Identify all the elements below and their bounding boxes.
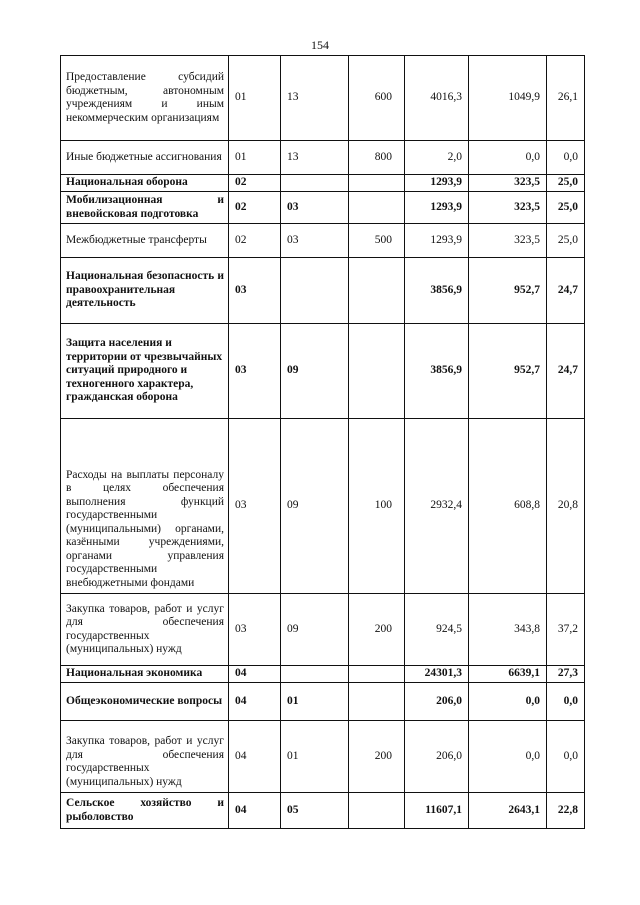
row-name: Общеэкономические вопросы bbox=[61, 683, 229, 721]
row-fact: 0,0 bbox=[469, 683, 547, 721]
row-plan: 11607,1 bbox=[405, 793, 469, 829]
row-pct: 25,0 bbox=[547, 192, 585, 224]
row-vr bbox=[349, 192, 405, 224]
row-plan: 1293,9 bbox=[405, 192, 469, 224]
row-fact: 323,5 bbox=[469, 224, 547, 258]
page-number: 154 bbox=[311, 38, 329, 52]
table-row bbox=[61, 224, 585, 258]
row-rz: 02 bbox=[229, 224, 281, 258]
row-plan: 24301,3 bbox=[405, 666, 469, 683]
row-name: Защита населения и территории от чрезвычайных ситуаций природного и техногенного характера, гражданская оборона bbox=[61, 324, 229, 419]
row-pr: 01 bbox=[281, 683, 349, 721]
row-rz: 03 bbox=[229, 419, 281, 594]
row-rz: 04 bbox=[229, 721, 281, 793]
row-vr bbox=[349, 666, 405, 683]
row-plan: 3856,9 bbox=[405, 258, 469, 324]
row-pr: 05 bbox=[281, 793, 349, 829]
row-rz: 01 bbox=[229, 56, 281, 141]
row-name: Межбюджетные трансферты bbox=[61, 224, 229, 258]
row-pct: 0,0 bbox=[547, 141, 585, 175]
row-rz: 04 bbox=[229, 666, 281, 683]
row-fact: 323,5 bbox=[469, 192, 547, 224]
row-rz: 03 bbox=[229, 258, 281, 324]
table-row bbox=[61, 258, 585, 324]
row-pct: 24,7 bbox=[547, 324, 585, 419]
row-pr: 09 bbox=[281, 324, 349, 419]
row-fact: 2643,1 bbox=[469, 793, 547, 829]
table-row bbox=[61, 324, 585, 419]
row-rz: 03 bbox=[229, 324, 281, 419]
row-pct: 26,1 bbox=[547, 56, 585, 141]
row-plan: 206,0 bbox=[405, 721, 469, 793]
row-pr: 13 bbox=[281, 141, 349, 175]
row-rz: 03 bbox=[229, 594, 281, 666]
row-vr: 600 bbox=[349, 56, 405, 141]
row-vr bbox=[349, 683, 405, 721]
table-row bbox=[61, 666, 585, 683]
row-pct: 0,0 bbox=[547, 721, 585, 793]
row-fact: 952,7 bbox=[469, 258, 547, 324]
row-plan: 3856,9 bbox=[405, 324, 469, 419]
row-rz: 04 bbox=[229, 683, 281, 721]
row-rz: 01 bbox=[229, 141, 281, 175]
row-plan: 2,0 bbox=[405, 141, 469, 175]
row-pr: 03 bbox=[281, 192, 349, 224]
row-pct: 25,0 bbox=[547, 224, 585, 258]
table-row bbox=[61, 141, 585, 175]
row-name: Национальная оборона bbox=[61, 175, 229, 192]
row-pr: 09 bbox=[281, 419, 349, 594]
row-plan: 1293,9 bbox=[405, 224, 469, 258]
row-pr: 13 bbox=[281, 56, 349, 141]
row-plan: 4016,3 bbox=[405, 56, 469, 141]
table-row bbox=[61, 594, 585, 666]
table-row bbox=[61, 419, 585, 594]
row-pct: 37,2 bbox=[547, 594, 585, 666]
row-fact: 952,7 bbox=[469, 324, 547, 419]
row-plan: 1293,9 bbox=[405, 175, 469, 192]
row-plan: 924,5 bbox=[405, 594, 469, 666]
row-vr: 500 bbox=[349, 224, 405, 258]
row-pct: 20,8 bbox=[547, 419, 585, 594]
row-pct: 27,3 bbox=[547, 666, 585, 683]
row-vr: 200 bbox=[349, 721, 405, 793]
row-fact: 608,8 bbox=[469, 419, 547, 594]
row-pct: 0,0 bbox=[547, 683, 585, 721]
table-row bbox=[61, 56, 585, 141]
row-fact: 343,8 bbox=[469, 594, 547, 666]
row-vr bbox=[349, 324, 405, 419]
row-vr: 100 bbox=[349, 419, 405, 594]
row-vr bbox=[349, 793, 405, 829]
row-pr: 01 bbox=[281, 721, 349, 793]
row-pr: 03 bbox=[281, 224, 349, 258]
row-name: Национальная безопасность и правоохранительная деятельность bbox=[61, 258, 229, 324]
row-pct: 25,0 bbox=[547, 175, 585, 192]
row-rz: 02 bbox=[229, 175, 281, 192]
table-row bbox=[61, 192, 585, 224]
table-row bbox=[61, 175, 585, 192]
row-name: Мобилизационная и вневойсковая подготовка bbox=[61, 192, 229, 224]
row-vr: 200 bbox=[349, 594, 405, 666]
row-pr bbox=[281, 175, 349, 192]
row-fact: 323,5 bbox=[469, 175, 547, 192]
row-pr bbox=[281, 666, 349, 683]
row-pct: 22,8 bbox=[547, 793, 585, 829]
table-row bbox=[61, 721, 585, 793]
row-vr bbox=[349, 258, 405, 324]
row-name: Сельское хозяйство и рыболовство bbox=[61, 793, 229, 829]
table-row bbox=[61, 683, 585, 721]
row-name: Закупка товаров, работ и услуг для обеспечения государственных (муниципальных) нужд bbox=[61, 594, 229, 666]
row-fact: 6639,1 bbox=[469, 666, 547, 683]
row-vr: 800 bbox=[349, 141, 405, 175]
row-pr bbox=[281, 258, 349, 324]
row-pct: 24,7 bbox=[547, 258, 585, 324]
row-fact: 0,0 bbox=[469, 721, 547, 793]
row-fact: 1049,9 bbox=[469, 56, 547, 141]
row-fact: 0,0 bbox=[469, 141, 547, 175]
row-rz: 04 bbox=[229, 793, 281, 829]
budget-table bbox=[60, 55, 585, 829]
row-plan: 206,0 bbox=[405, 683, 469, 721]
row-rz: 02 bbox=[229, 192, 281, 224]
row-name: Предоставление субсидий бюджетным, автономным учреждениям и иным некоммерческим организациям bbox=[61, 56, 229, 141]
row-vr bbox=[349, 175, 405, 192]
row-name: Иные бюджетные ассигнования bbox=[61, 141, 229, 175]
row-name: Закупка товаров, работ и услуг для обеспечения государственных (муниципальных) нужд bbox=[61, 721, 229, 793]
row-name: Национальная экономика bbox=[61, 666, 229, 683]
row-name: Расходы на выплаты персоналу в целях обеспечения выполнения функций государственными (муниципальными) органами, казёнными учреждениями, органами управления государственными внебюджетными фондами bbox=[61, 419, 229, 594]
row-plan: 2932,4 bbox=[405, 419, 469, 594]
table-row bbox=[61, 793, 585, 829]
row-pr: 09 bbox=[281, 594, 349, 666]
